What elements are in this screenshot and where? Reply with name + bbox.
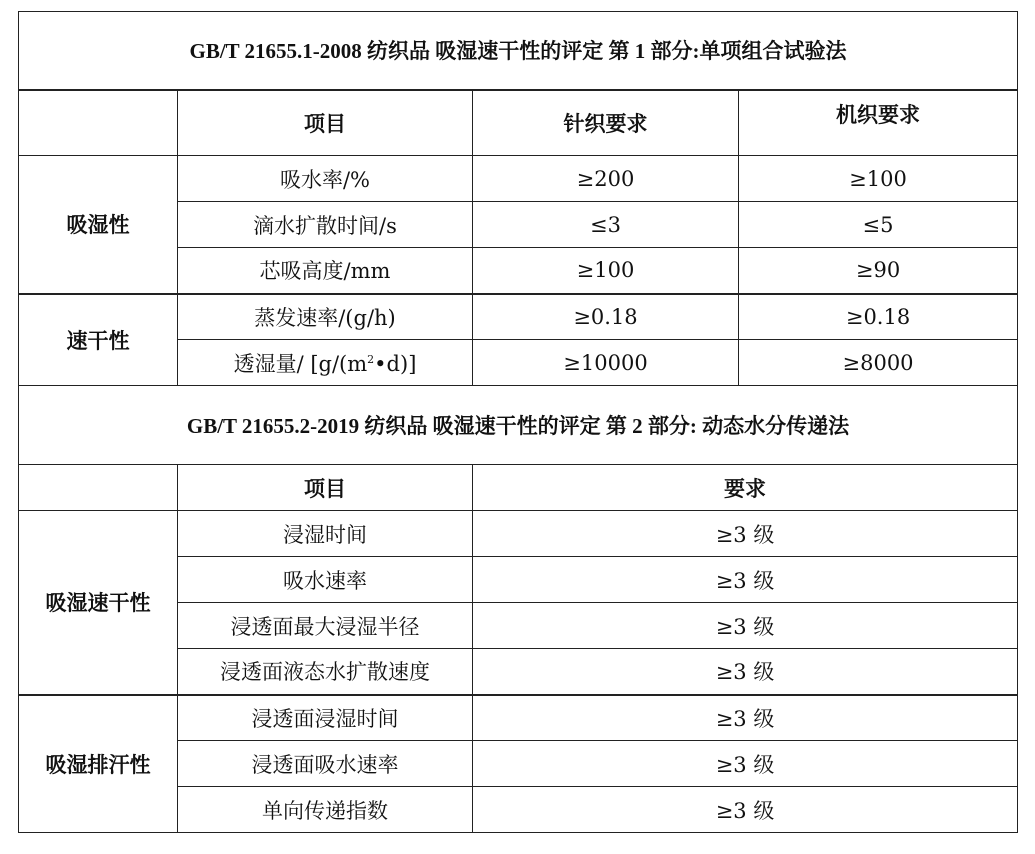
row-knit-value: ≥0.18 <box>473 294 739 340</box>
group-quick-dry: 速干性 <box>19 294 178 386</box>
row-woven-value: ≥8000 <box>739 340 1018 386</box>
group-moisture-wicking: 吸湿排汗性 <box>19 695 178 833</box>
row-requirement: ≥3 级 <box>473 787 1018 833</box>
row-woven-value: ≥90 <box>739 248 1018 294</box>
section2-header-item: 项目 <box>178 465 473 511</box>
section2-header-blank <box>19 465 178 511</box>
row-knit-value: ≥100 <box>473 248 739 294</box>
item-superscript: 2 <box>367 352 375 366</box>
group-moisture-quick-dry: 吸湿速干性 <box>19 511 178 695</box>
section1-header-woven: 机织要求 <box>739 90 1018 156</box>
row-requirement: ≥3 级 <box>473 511 1018 557</box>
section1-header-blank <box>19 90 178 156</box>
row-item: 浸透面浸湿时间 <box>178 695 473 741</box>
row-item: 滴水扩散时间/s <box>178 202 473 248</box>
row-item: 浸透面液态水扩散速度 <box>178 649 473 695</box>
row-requirement: ≥3 级 <box>473 557 1018 603</box>
section1-header-item: 项目 <box>178 90 473 156</box>
group-moisture-absorption: 吸湿性 <box>19 156 178 294</box>
section2-header-requirement: 要求 <box>473 465 1018 511</box>
row-item: 吸水率/% <box>178 156 473 202</box>
row-item-vapor-permeability <box>178 340 473 386</box>
row-requirement: ≥3 级 <box>473 741 1018 787</box>
row-item: 蒸发速率/(g/h) <box>178 294 473 340</box>
row-woven-value: ≥100 <box>739 156 1018 202</box>
item-prefix: 透湿量/ [g/(m <box>233 351 368 376</box>
row-requirement: ≥3 级 <box>473 649 1018 695</box>
row-item: 单向传递指数 <box>178 787 473 833</box>
row-item: 吸水速率 <box>178 557 473 603</box>
row-woven-value: ≥0.18 <box>739 294 1018 340</box>
row-woven-value: ≤5 <box>739 202 1018 248</box>
row-requirement: ≥3 级 <box>473 695 1018 741</box>
row-requirement: ≥3 级 <box>473 603 1018 649</box>
row-knit-value: ≤3 <box>473 202 739 248</box>
row-item: 浸湿时间 <box>178 511 473 557</box>
standards-table <box>18 11 1018 833</box>
section1-header-knit: 针织要求 <box>473 90 739 156</box>
row-item: 浸透面最大浸湿半径 <box>178 603 473 649</box>
item-suffix: •d)] <box>374 351 417 376</box>
standards-table-sheet <box>18 11 1017 834</box>
row-item: 浸透面吸水速率 <box>178 741 473 787</box>
row-knit-value: ≥200 <box>473 156 739 202</box>
row-item: 芯吸高度/mm <box>178 248 473 294</box>
section2-title: GB/T 21655.2-2019 纺织品 吸湿速干性的评定 第 2 部分: 动态水分传递法 <box>19 386 1018 465</box>
section1-title: GB/T 21655.1-2008 纺织品 吸湿速干性的评定 第 1 部分:单项组合试验法 <box>19 12 1018 90</box>
row-knit-value: ≥10000 <box>473 340 739 386</box>
